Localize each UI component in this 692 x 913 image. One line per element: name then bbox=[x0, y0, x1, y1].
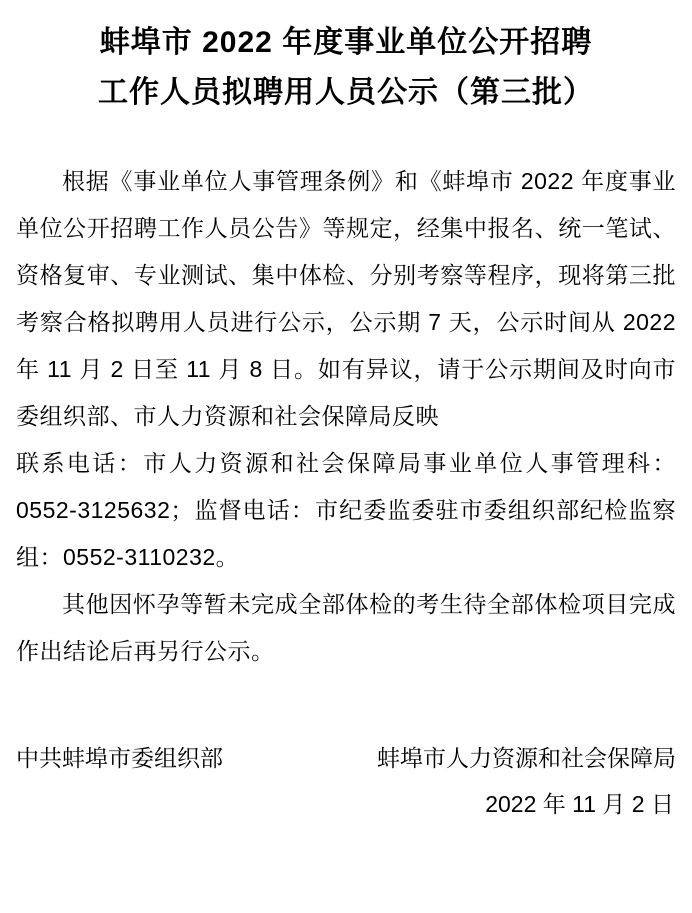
paragraph-1: 根据《事业单位人事管理条例》和《蚌埠市 2022 年度事业单位公开招聘工作人员公告》等规定，经集中报名、统一笔试、资格复审、专业测试、集中体检、分别考察等程序，现将第三批考察合格拟聘用人员进行公示，公示期 7 天，公示时间从 2022 年 11 月 2 日至 11 月 8 日。如有异议，请于公示期间及时向市委组织部、市人力资源和社会保障局反映 bbox=[16, 168, 676, 429]
signature-block bbox=[10, 735, 682, 827]
page-title-line-1: 蚌埠市 2022 年度事业单位公开招聘 bbox=[99, 26, 593, 59]
paragraph-3: 其他因怀孕等暂未完成全部体检的考生待全部体检项目完成作出结论后再另行公示。 bbox=[16, 591, 676, 664]
signature-row bbox=[16, 735, 676, 781]
paragraph-2: 联系电话：市人力资源和社会保障局事业单位人事管理科：0552-3125632；监督电话：市纪委监委驻市委组织部纪检监察组：0552-3110232。 bbox=[16, 450, 676, 570]
signatory-left: 中共蚌埠市委组织部 bbox=[16, 745, 223, 771]
signatory-right: 蚌埠市人力资源和社会保障局 bbox=[377, 745, 676, 771]
signature-date: 2022 年 11 月 2 日 bbox=[485, 791, 674, 817]
page-title-line-2: 工作人员拟聘用人员公示（第三批） bbox=[98, 76, 594, 109]
page-title bbox=[10, 18, 682, 118]
document-body bbox=[10, 158, 682, 675]
